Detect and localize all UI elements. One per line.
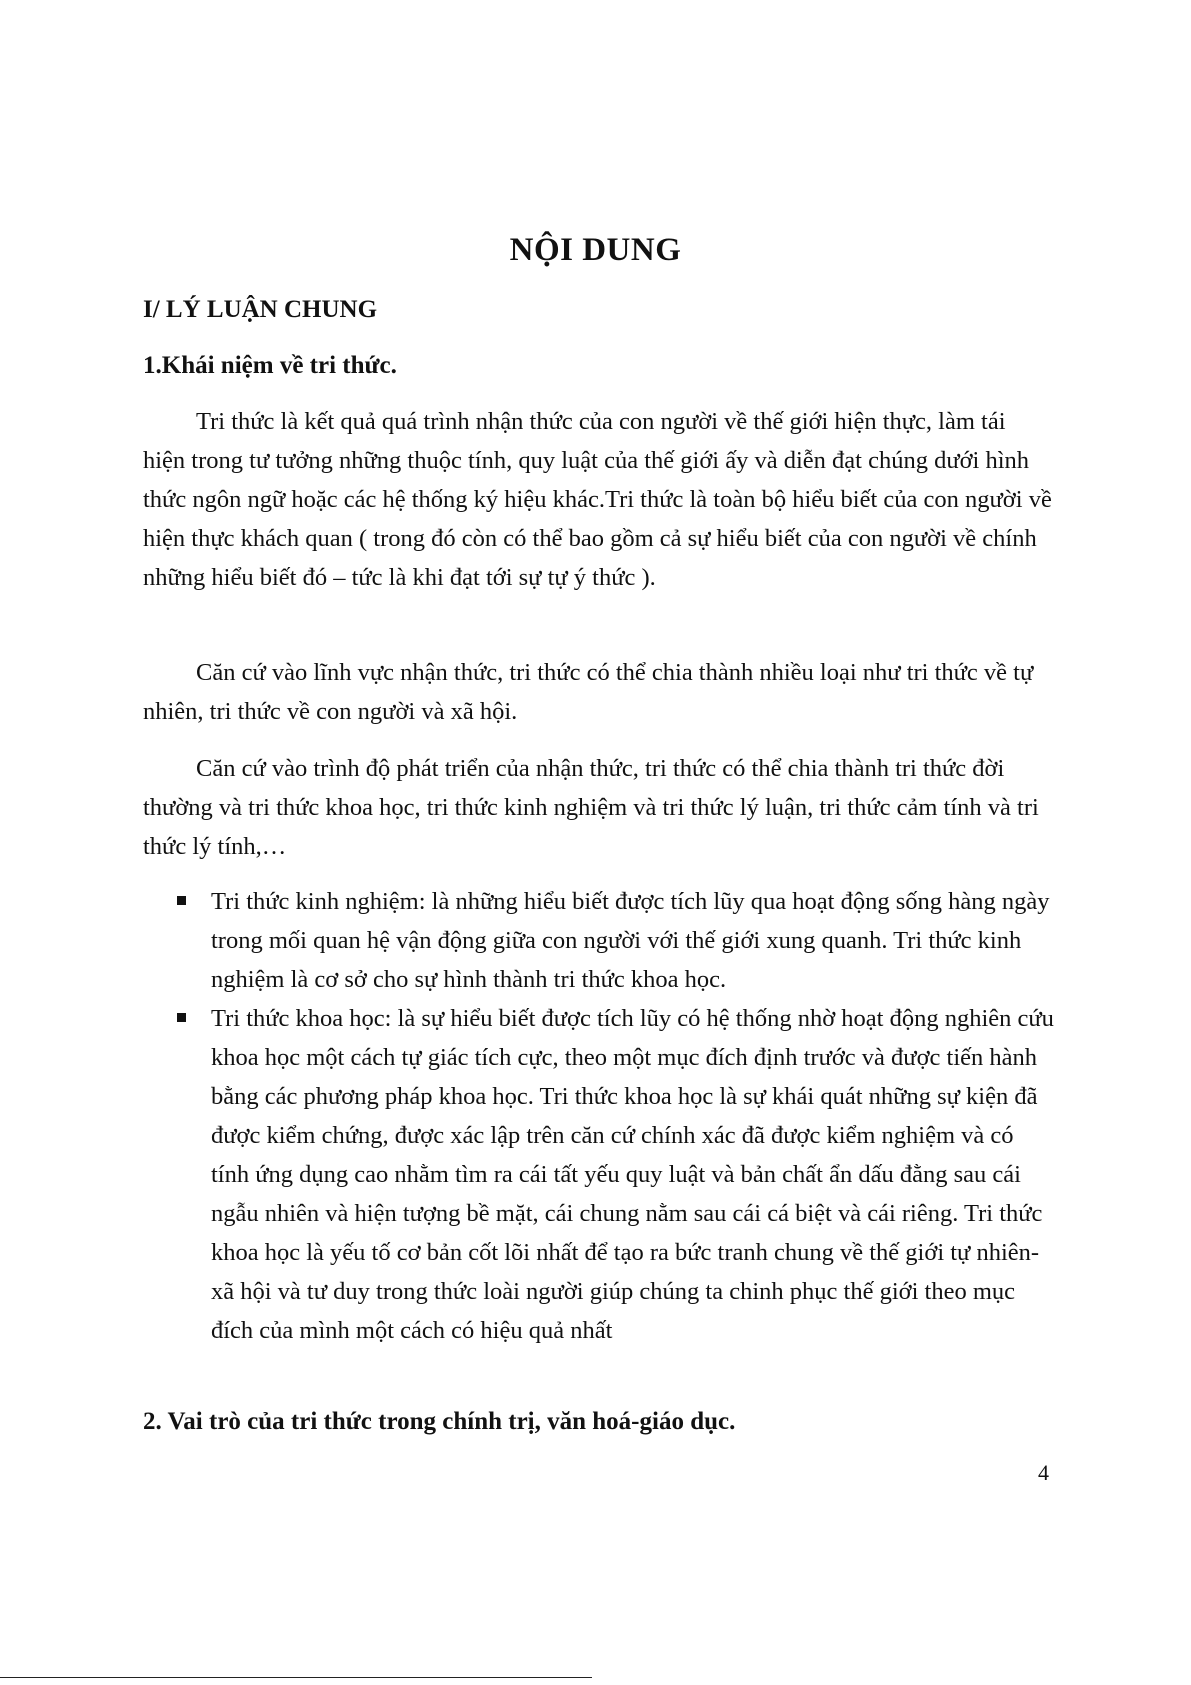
list-item-text: Tri thức kinh nghiệm: là những hiểu biết được tích lũy qua hoạt động sống hàng ngày trong mối quan hệ vận động giữa con người với thế giới xung quanh. Tri thức kinh nghiệm là cơ sở cho sự hình thành tri thức khoa học. [211,888,1050,993]
list-item-text: Tri thức khoa học: là sự hiểu biết được tích lũy có hệ thống nhờ hoạt động nghiên cứu khoa học một cách tự giác tích cực, theo một mục đích định trước và được tiến hành bằng các phương pháp khoa học. Tri thức khoa học là sự khái quát những sự kiện đã được kiểm chứng, được xác lập trên căn cứ chính xác đã được kiểm nghiệm và có tính ứng dụng cao nhằm tìm ra cái tất yếu quy luật và bản chất ẩn dấu đằng sau cái ngẫu nhiên và hiện tượng bề mặt, cái chung nằm sau cái cá biệt và cái riêng. Tri thức khoa học là yếu tố cơ bản cốt lõi nhất để tạo ra bức tranh chung về thế giới tự nhiên- xã hội và tư duy trong thức loài người giúp chúng ta chinh phục thế giới theo mục đích của mình một cách có hiệu quả nhất [211,1005,1054,1344]
paragraph: Căn cứ vào trình độ phát triển của nhận thức, tri thức có thể chia thành tri thức đời thường và tri thức khoa học, tri thức kinh nghiệm và tri thức lý luận, tri thức cảm tính và tri thức lý tính,… [143,755,1039,860]
page-title: NỘI DUNG [509,232,682,268]
subheading-role: 2. Vai trò của tri thức trong chính trị, văn hoá-giáo dục. [143,1408,736,1435]
section-heading: I/ LÝ LUẬN CHUNG [143,296,378,323]
subheading-concept: 1.Khái niệm về tri thức. [143,352,397,379]
page-number: 4 [1038,1460,1049,1485]
square-bullet-icon [177,896,186,905]
footer-divider [0,1677,592,1678]
bullet-list [175,882,1055,1350]
square-bullet-icon [177,1013,186,1022]
paragraph: Căn cứ vào lĩnh vực nhận thức, tri thức có thể chia thành nhiều loại như tri thức về tự nhiên, tri thức về con người và xã hội. [143,659,1034,725]
list-item [175,882,1055,999]
paragraph: Tri thức là kết quả quá trình nhận thức của con người về thế giới hiện thực, làm tái hiện trong tư tưởng những thuộc tính, quy luật của thế giới ấy và diễn đạt chúng dưới hình thức ngôn ngữ hoặc các hệ thống ký hiệu khác.Tri thức là toàn bộ hiểu biết của con người về hiện thực khách quan ( trong đó còn có thể bao gồm cả sự hiểu biết của con người về chính những hiểu biết đó – tức là khi đạt tới sự tự ý thức ). [143,408,1052,591]
list-item [175,999,1055,1350]
